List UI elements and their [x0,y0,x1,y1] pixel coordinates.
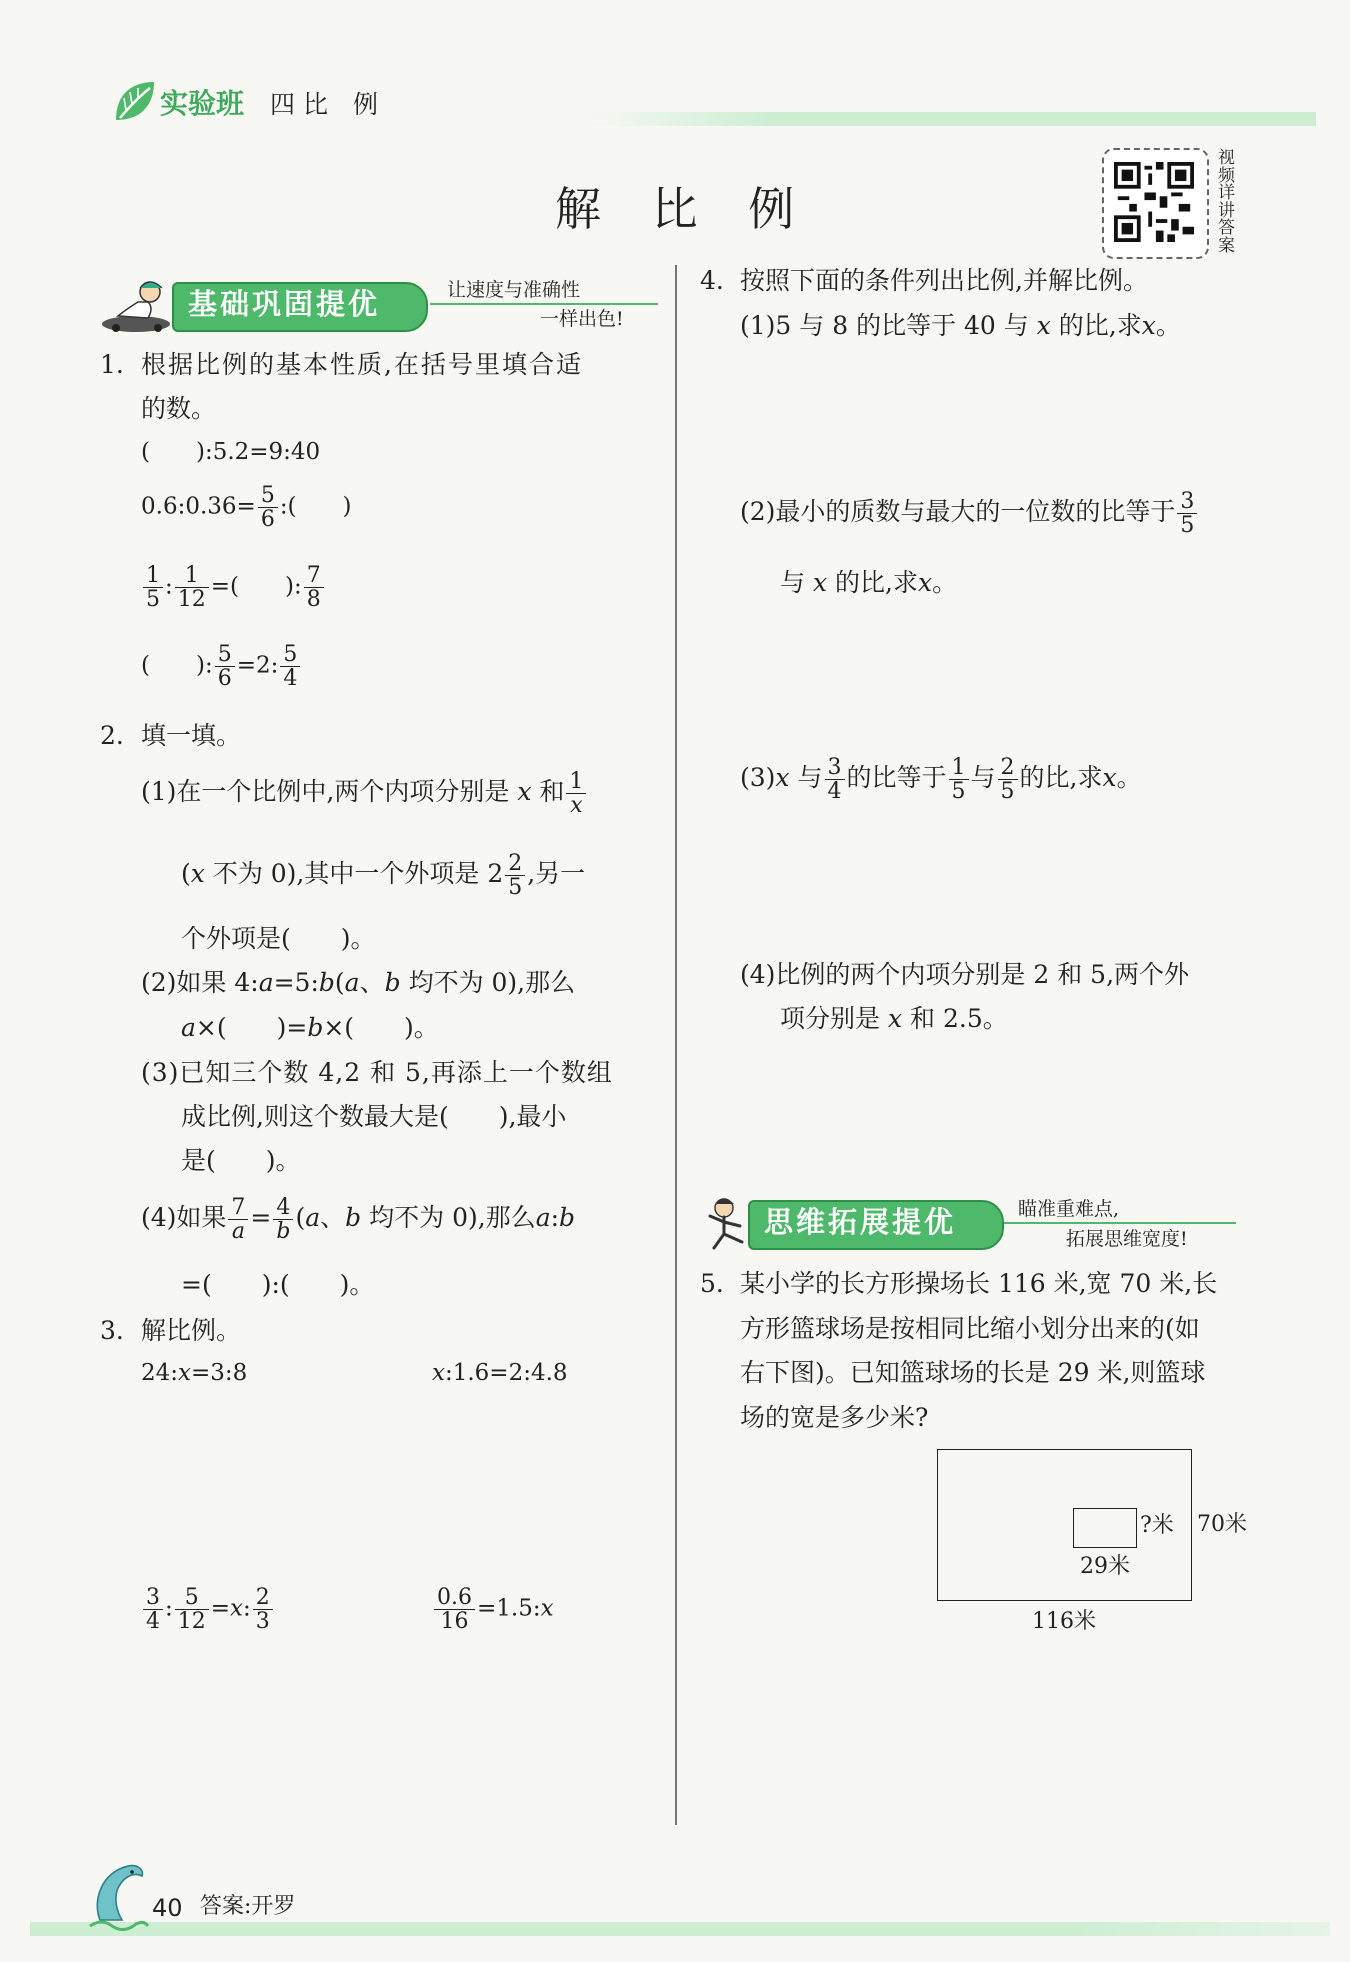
q1-line4: ( ): $\frac{5}{6}$ =2: $\frac{5}{4}$ [141,643,302,690]
fraction: $\frac{5}{6}$ [215,643,235,690]
q1-line3: $\frac{1}{5}$ : $\frac{1}{12}$ =( ): $\frac{7}{8}$ [141,564,326,611]
fraction: $\frac{2}{5}$ [505,852,525,899]
fraction: $\frac{5}{12}$ [175,1586,209,1633]
q4-part2-line1: (2)最小的质数与最大的一位数的比等于 $\frac{3}{5}$ [740,490,1199,537]
fraction: $\frac{4}{b}$ [273,1196,293,1243]
fraction: $\frac{1}{x}$ [566,770,586,817]
q3-number: 3. [100,1316,124,1345]
q2-text: 填一填。 [141,721,242,750]
q4-part4-line2: 项分别是 x 和 2.5。 [780,1004,1008,1033]
fraction: $\frac{1}{12}$ [175,564,209,611]
playground-length-label: 116米 [1032,1609,1096,1634]
q5-line3: 右下图)。已知篮球场的长是 29 米,则篮球 [740,1358,1206,1387]
page-number: 40 [152,1894,183,1922]
mascot-skater-icon [98,278,178,340]
slogan-line-1: 瞄准重难点, [1018,1198,1120,1220]
brand-name: 实验班 [160,87,245,120]
qr-code-icon[interactable] [1102,148,1209,259]
q5-line4: 场的宽是多少米? [740,1403,929,1432]
fraction: $\frac{0.6}{16}$ [434,1586,475,1633]
q2-part2-line1: (2)如果 4:a=5:b(a、b 均不为 0),那么 [141,968,576,997]
fraction: $\frac{3}{5}$ [1177,490,1197,537]
q1-number: 1. [100,350,124,379]
fraction: $\frac{3}{4}$ [143,1586,163,1633]
court-width-label: ?米 [1140,1513,1174,1538]
mascot-kicker-icon [702,1196,752,1256]
q3-eq3: $\frac{3}{4}$ : $\frac{5}{12}$ =x: $\frac{2}{3}$ [141,1586,275,1633]
q3-eq2: x:1.6=2:4.8 [432,1360,568,1386]
fraction: $\frac{7}{a}$ [228,1196,248,1243]
slogan-underline [430,303,658,305]
leaf-logo-icon [112,80,158,128]
q5-number: 5. [700,1269,724,1298]
slogan-line-2: 拓展思维宽度! [1066,1228,1188,1250]
q1-text-a: 根据比例的基本性质,在括号里填合适 [141,350,583,379]
page-title: 解 比 例 [555,182,813,236]
slogan-underline [1004,1222,1236,1224]
fraction: $\frac{3}{4}$ [825,756,845,803]
slogan-line-1: 让速度与准确性 [447,279,581,301]
fraction: $\frac{1}{5}$ [143,564,163,611]
fraction: $\frac{5}{4}$ [280,643,300,690]
q2-part4-line1: (4)如果 $\frac{7}{a}$ = $\frac{4}{b}$ (a、b 均不为 0),那么a:b [141,1195,576,1245]
answer-note: 答案:开罗 [200,1894,296,1919]
fraction: $\frac{7}{8}$ [304,564,324,611]
section-label-advanced: 思维拓展提优 [764,1205,957,1239]
q2-part1-line2: (x 不为 0),其中一个外项是 2 $\frac{2}{5}$ ,另一 [181,851,586,901]
q4-part2-line2: 与 x 的比,求x。 [780,568,958,597]
q5-line1: 某小学的长方形操场长 116 米,宽 70 米,长 [740,1269,1218,1298]
playground-width-label: 70米 [1197,1512,1247,1537]
q3-eq4: $\frac{0.6}{16}$ =1.5:x [432,1586,554,1633]
q2-part3-line2: 成比例,则这个数最大是( ),最小 [181,1102,567,1131]
q4-part4-line1: (4)比例的两个内项分别是 2 和 5,两个外 [740,960,1190,989]
fraction: $\frac{2}{3}$ [253,1586,273,1633]
fraction: $\frac{5}{6}$ [258,484,278,531]
court-length-label: 29米 [1080,1554,1130,1579]
q2-part4-line2: =( ):( )。 [181,1270,375,1299]
header-band [590,112,1316,126]
q3-text: 解比例。 [141,1316,242,1345]
fraction: $\frac{2}{5}$ [998,756,1018,803]
fraction: $\frac{1}{5}$ [949,756,969,803]
q4-part1: (1)5 与 8 的比等于 40 与 x 的比,求x。 [740,311,1181,340]
footer-band [30,1922,1330,1936]
q2-part2-line2: a×( )=b×( )。 [181,1013,439,1042]
q5-line2: 方形篮球场是按相同比缩小划分出来的(如 [740,1314,1200,1343]
qr-caption: 视频详讲答案 [1218,148,1235,256]
column-divider [675,265,677,1825]
section-label-basic: 基础巩固提优 [188,287,381,321]
q3-eq1: 24:x=3:8 [141,1360,248,1386]
q2-part3-line3: 是( )。 [181,1146,301,1175]
q4-number: 4. [700,266,724,295]
q2-part1-line1: (1)在一个比例中,两个内项分别是 x 和 $\frac{1}{x}$ [141,770,588,817]
court-rectangle [1073,1508,1137,1548]
slogan-line-2: 一样出色! [540,308,624,330]
unit-title: 四 比 例 [270,90,378,119]
q1-text-b: 的数。 [141,394,217,423]
q2-number: 2. [100,721,124,750]
q1-line1: ( ):5.2=9:40 [141,439,321,465]
q4-text: 按照下面的条件列出比例,并解比例。 [740,266,1148,295]
q4-part3: (3)x 与 $\frac{3}{4}$ 的比等于 $\frac{1}{5}$ 与 $\frac{2}{5}$ 的比,求x。 [740,755,1142,805]
q1-line2: 0.6:0.36= $\frac{5}{6}$ :( ) [141,483,352,533]
dolphin-icon [88,1860,150,1938]
q2-part3-line1: (3)已知三个数 4,2 和 5,再添上一个数组 [141,1058,613,1087]
q2-part1-line3: 个外项是( )。 [181,924,376,953]
